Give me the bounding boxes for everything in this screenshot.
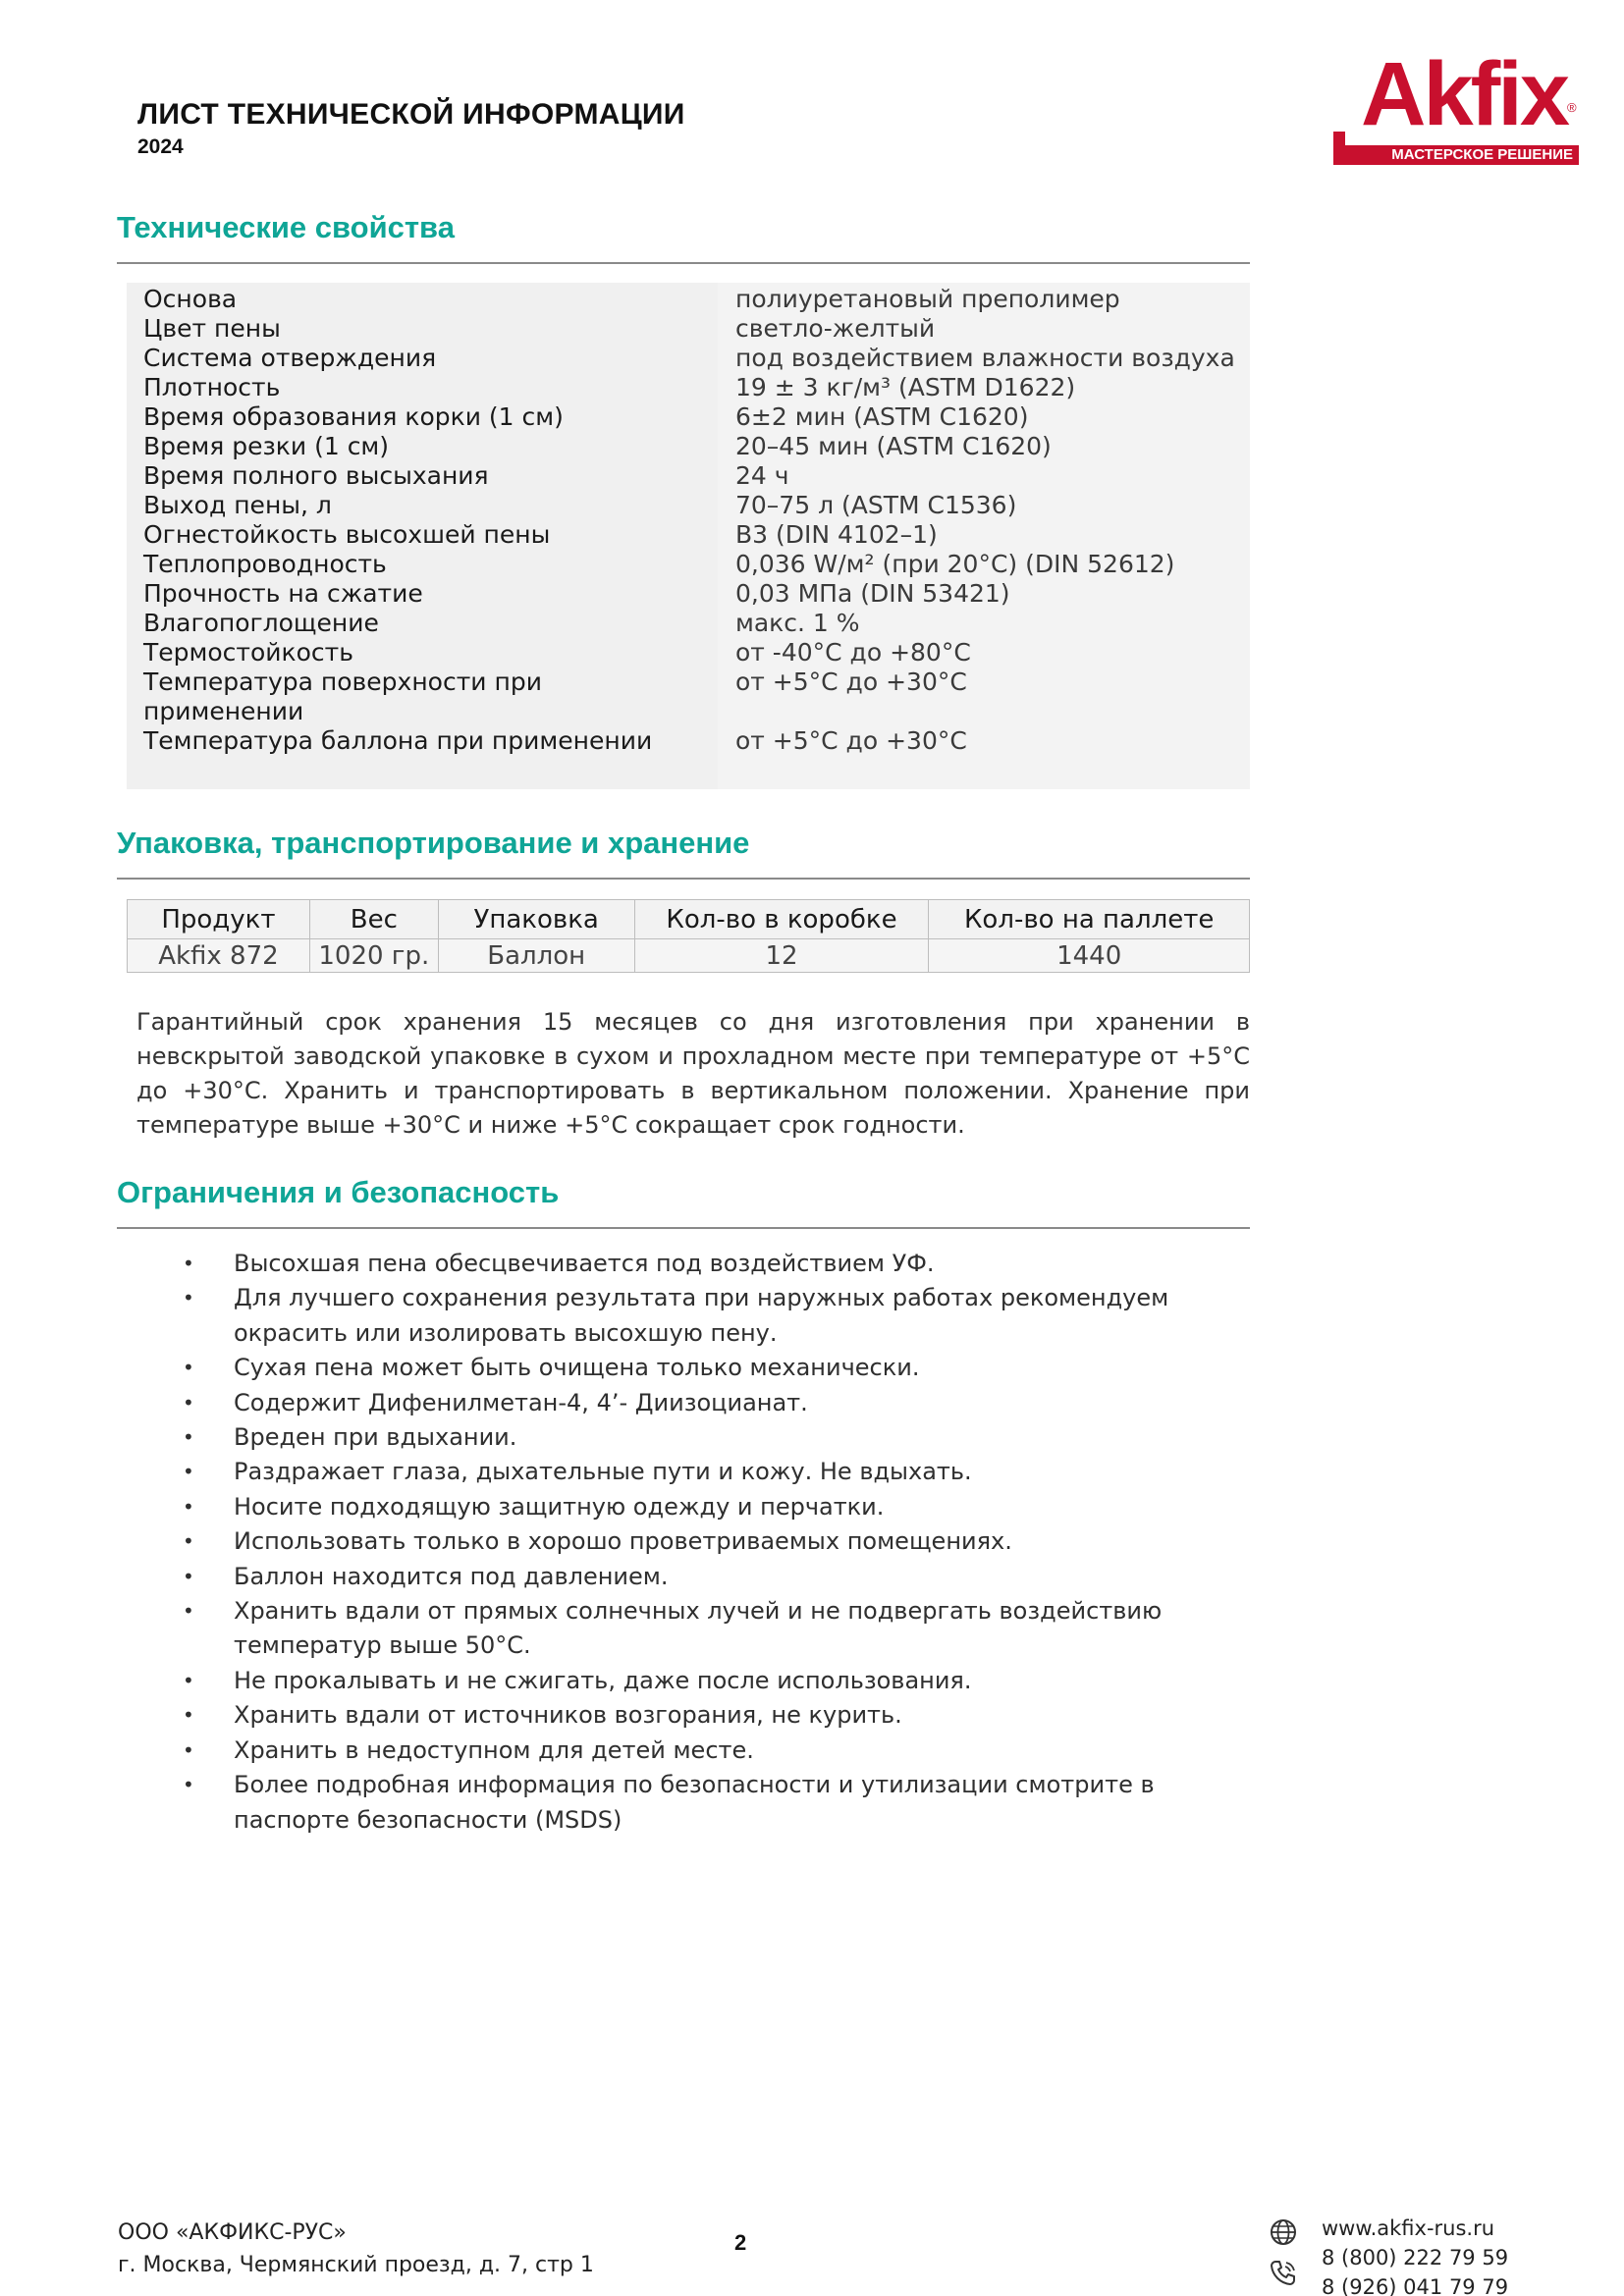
list-item — [178, 1768, 1218, 1838]
property-row — [127, 314, 1250, 344]
safety-item-text: Не прокалывать и не сжигать, даже после использования. — [234, 1666, 972, 1694]
section-divider — [117, 878, 1250, 880]
list-item — [178, 1734, 1218, 1768]
property-value: 6±2 мин (ASTM C1620) — [735, 402, 1029, 431]
company-address: г. Москва, Чермянский проезд, д. 7, стр 1 — [118, 2253, 594, 2277]
property-value: B3 (DIN 4102–1) — [735, 520, 938, 549]
column-header-product: Продукт — [128, 900, 310, 939]
property-label: Теплопроводность — [143, 550, 387, 578]
logo-wordmark: Akfix — [1361, 44, 1567, 144]
property-value: 0,036 W/м² (при 20°C) (DIN 52612) — [735, 550, 1175, 578]
bullet-icon: • — [183, 1286, 194, 1310]
bullet-icon: • — [183, 1390, 194, 1415]
list-item — [178, 1281, 1218, 1351]
section-title-packaging: Упаковка, транспортирование и хранение — [117, 826, 750, 860]
list-item — [178, 1664, 1218, 1698]
column-header-weight: Вес — [309, 900, 438, 939]
property-row — [127, 432, 1250, 461]
safety-item-text: Баллон находится под давлением. — [234, 1562, 669, 1590]
property-label: Выход пены, л — [143, 491, 332, 519]
property-value: 19 ± 3 кг/м³ (ASTM D1622) — [735, 373, 1076, 401]
globe-icon — [1269, 2217, 1298, 2247]
property-label: Огнестойкость высохшей пены — [143, 520, 551, 549]
property-row — [127, 550, 1250, 579]
property-row — [127, 638, 1250, 667]
property-row — [127, 402, 1250, 432]
property-value: 20–45 мин (ASTM C1620) — [735, 432, 1052, 460]
safety-item-text: Хранить вдали от прямых солнечных лучей и не подвергать воздействию температур выше 50°C. — [234, 1597, 1163, 1660]
list-item — [178, 1490, 1218, 1524]
safety-item-text: Использовать только в хорошо проветриваемых помещениях. — [234, 1527, 1012, 1556]
bullet-icon: • — [183, 1668, 194, 1692]
safety-item-text: Вреден при вдыхании. — [234, 1423, 517, 1452]
property-value: от +5°C до +30°C — [735, 726, 967, 755]
storage-paragraph: Гарантийный срок хранения 15 месяцев со дня изготовления при хранении в невскрытой заводской упаковке в сухом и прохладном месте при температуре от +5°C до +30°C. Хранить и транспортировать в вертикальном положении. Хранение при температуре выше +30°C и ниже +5°C сокращает срок годности. — [136, 1008, 1250, 1139]
section-title-tech: Технические свойства — [117, 210, 455, 244]
safety-item-text: Раздражает глаза, дыхательные пути и кожу. Не вдыхать. — [234, 1458, 972, 1486]
packaging-table — [127, 899, 1250, 973]
property-value: 24 ч — [735, 461, 789, 490]
safety-item-text: Сухая пена может быть очищена только механически. — [234, 1354, 920, 1382]
list-item — [178, 1594, 1218, 1664]
property-row — [127, 609, 1250, 638]
property-value: полиуретановый преполимер — [735, 285, 1120, 313]
property-value: под воздействием влажности воздуха — [735, 344, 1235, 372]
phone-number-1[interactable]: 8 (800) 222 79 59 — [1322, 2246, 1509, 2269]
property-label: Температура баллона при применении — [143, 726, 653, 755]
property-label: Влагопоглощение — [143, 609, 379, 637]
property-row — [127, 579, 1250, 609]
property-label: Время полного высыхания — [143, 461, 489, 490]
property-value: макс. 1 % — [735, 609, 860, 637]
bullet-icon: • — [183, 1494, 194, 1519]
table-row — [128, 939, 1250, 973]
column-header-per-pallet: Кол-во на паллете — [929, 900, 1250, 939]
safety-item-text: Хранить вдали от источников возгорания, не курить. — [234, 1701, 902, 1730]
bullet-icon: • — [183, 1425, 194, 1450]
property-row — [127, 491, 1250, 520]
section-divider — [117, 1227, 1250, 1229]
property-label: Система отверждения — [143, 344, 437, 372]
column-header-per-box: Кол-во в коробке — [634, 900, 929, 939]
property-row — [127, 344, 1250, 373]
property-row — [127, 520, 1250, 550]
cell-per-pallet: 1440 — [929, 939, 1250, 973]
bullet-icon: • — [183, 1252, 194, 1275]
list-item — [178, 1524, 1218, 1559]
property-label: Прочность на сжатие — [143, 579, 423, 608]
section-title-safety: Ограничения и безопасность — [117, 1175, 560, 1209]
property-row — [127, 285, 1250, 314]
list-item — [178, 1420, 1218, 1455]
registered-mark-icon: ® — [1567, 100, 1577, 115]
list-item — [178, 1455, 1218, 1489]
website-link[interactable]: www.akfix-rus.ru — [1322, 2216, 1495, 2240]
list-item — [178, 1560, 1218, 1594]
safety-item-text: Хранить в недоступном для детей месте. — [234, 1735, 754, 1764]
safety-item-text: Для лучшего сохранения результата при наружных работах рекомендуем окрасить или изолировать высохшую пену. — [234, 1284, 1169, 1347]
safety-item-text: Содержит Дифенилметан-4, 4’- Диизоцианат. — [234, 1388, 808, 1416]
logo-tagline: МАСТЕРСКОЕ РЕШЕНИЕ — [1333, 145, 1579, 165]
document-year: 2024 — [137, 135, 184, 158]
list-item — [178, 1247, 1218, 1281]
cell-package: Баллон — [438, 939, 634, 973]
packaging-header-row — [128, 900, 1250, 939]
phone-number-2[interactable]: 8 (926) 041 79 79 — [1322, 2275, 1509, 2296]
phone-icon — [1269, 2259, 1298, 2288]
property-label: Основа — [143, 285, 238, 313]
company-name: ООО «АКФИКС-РУС» — [118, 2220, 347, 2245]
bullet-icon: • — [183, 1564, 194, 1588]
property-value: от -40°C до +80°C — [735, 638, 971, 667]
property-label: Время резки (1 см) — [143, 432, 390, 460]
property-row — [127, 667, 1250, 726]
bullet-icon: • — [183, 1356, 194, 1380]
list-item — [178, 1698, 1218, 1733]
property-label: Время образования корки (1 см) — [143, 402, 564, 431]
list-item — [178, 1351, 1218, 1385]
bullet-icon: • — [183, 1460, 194, 1484]
cell-per-box: 12 — [634, 939, 929, 973]
properties-table — [127, 283, 1250, 789]
section-divider — [117, 262, 1250, 264]
cell-product: Akfix 872 — [128, 939, 310, 973]
bullet-icon: • — [183, 1599, 194, 1624]
page-number: 2 — [734, 2230, 747, 2255]
safety-item-text: Более подробная информация по безопасности и утилизации смотрите в паспорте безопасности (MSDS) — [234, 1771, 1155, 1834]
bullet-icon: • — [183, 1529, 194, 1554]
property-value: светло-желтый — [735, 314, 936, 343]
column-header-package: Упаковка — [438, 900, 634, 939]
property-row — [127, 726, 1250, 756]
property-value: 0,03 МПа (DIN 53421) — [735, 579, 1010, 608]
property-value: 70–75 л (ASTM C1536) — [735, 491, 1017, 519]
bullet-icon: • — [183, 1773, 194, 1797]
akfix-logo — [1333, 45, 1579, 165]
safety-item-text: Высохшая пена обесцвечивается под воздействием УФ. — [234, 1250, 935, 1277]
bullet-icon: • — [183, 1703, 194, 1728]
property-label: Термостойкость — [143, 638, 353, 667]
list-item — [178, 1386, 1218, 1420]
cell-weight: 1020 гр. — [309, 939, 438, 973]
safety-list — [178, 1247, 1218, 1838]
bullet-icon: • — [183, 1737, 194, 1762]
footer-company-block — [118, 2216, 594, 2281]
document-title: ЛИСТ ТЕХНИЧЕСКОЙ ИНФОРМАЦИИ — [137, 98, 685, 131]
property-row — [127, 373, 1250, 402]
safety-item-text: Носите подходящую защитную одежду и перчатки. — [234, 1492, 885, 1521]
property-label: Температура поверхности при применении — [143, 667, 542, 725]
property-value: от +5°C до +30°C — [735, 667, 967, 696]
property-label: Цвет пены — [143, 314, 281, 343]
property-label: Плотность — [143, 373, 281, 401]
property-row — [127, 461, 1250, 491]
